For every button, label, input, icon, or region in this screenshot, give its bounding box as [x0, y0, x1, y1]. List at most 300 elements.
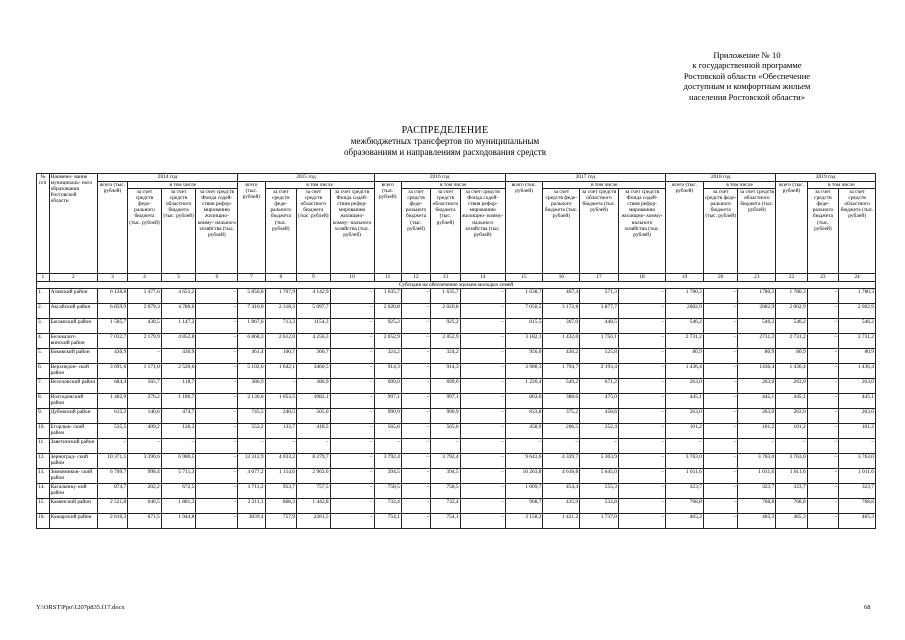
value-cell: –	[618, 379, 665, 394]
value-cell: 1 737,0	[580, 514, 619, 529]
value-cell: –	[703, 454, 738, 469]
row-number: 11.	[37, 439, 50, 454]
value-cell: 1 750,1	[580, 334, 619, 349]
value-cell: 956,0	[505, 349, 543, 364]
column-number-row	[37, 274, 876, 282]
value-cell: –	[807, 439, 838, 454]
table-row	[37, 394, 876, 409]
header-row-incl	[37, 182, 876, 189]
value-cell: 552,2	[238, 424, 265, 439]
value-cell: 914,3	[374, 364, 401, 379]
value-cell: –	[196, 454, 238, 469]
value-cell: –	[401, 289, 430, 304]
value-cell: –	[703, 394, 738, 409]
value-cell: 672,5	[161, 484, 196, 499]
header-fed: за счет средств феде- рального бюджета (тыс. рублей)	[703, 189, 738, 274]
value-cell: 101,2	[839, 424, 876, 439]
value-cell: 1 780,3	[666, 289, 704, 304]
value-cell: 3 172,8	[543, 304, 580, 319]
value-cell: 6 128,8	[97, 289, 127, 304]
row-number: 13.	[37, 469, 50, 484]
value-cell: 4 142,9	[297, 289, 331, 304]
value-cell: –	[807, 319, 838, 334]
value-cell: –	[703, 334, 738, 349]
header-total: всего (тыс. рублей)	[97, 182, 127, 274]
value-cell: 4 077,2	[238, 469, 265, 484]
value-cell: 465,3	[839, 514, 876, 529]
value-cell: 1 635,7	[374, 289, 401, 304]
value-cell: –	[460, 364, 505, 379]
value-cell: –	[401, 484, 430, 499]
column-number: 18	[618, 274, 665, 282]
value-cell: –	[401, 469, 430, 484]
value-cell: –	[401, 394, 430, 409]
column-number: 6	[196, 274, 238, 282]
value-cell: –	[401, 364, 430, 379]
value-cell: 757,5	[297, 484, 331, 499]
value-cell: 684,4	[97, 379, 127, 394]
value-cell: 535,5	[97, 424, 127, 439]
value-cell: –	[807, 409, 838, 424]
value-cell: –	[703, 424, 738, 439]
value-cell: 2 052,9	[431, 334, 460, 349]
value-cell: –	[265, 379, 296, 394]
value-cell: –	[543, 439, 580, 454]
value-cell: 1 585,7	[97, 319, 127, 334]
value-cell: 323,7	[839, 484, 876, 499]
value-cell: –	[839, 439, 876, 454]
value-cell: 323,7	[738, 484, 776, 499]
value-cell: 2 193,4	[580, 364, 619, 379]
value-cell: 324,2	[374, 349, 401, 364]
value-cell: –	[196, 349, 238, 364]
value-cell: 2281,5	[297, 514, 331, 529]
value-cell: 1 011,6	[738, 469, 776, 484]
header-row-sources	[37, 189, 876, 274]
value-cell: 430,2	[543, 349, 580, 364]
row-number: 6.	[37, 364, 50, 379]
table-row	[37, 319, 876, 334]
value-cell: 1 038,7	[505, 289, 543, 304]
district-name: Заветинский район	[49, 439, 97, 454]
column-number: 14	[460, 274, 505, 282]
value-cell: –	[460, 499, 505, 514]
value-cell: –	[330, 484, 374, 499]
value-cell: –	[330, 364, 374, 379]
value-cell: –	[196, 499, 238, 514]
header-obl: за счет средств областного бюджета (тыс. рублей)	[738, 189, 776, 274]
value-cell: –	[618, 499, 665, 514]
table-row	[37, 304, 876, 319]
value-cell: 1 436,4	[776, 364, 807, 379]
header-row-years	[37, 174, 876, 182]
value-cell: 615,3	[97, 409, 127, 424]
value-cell: –	[330, 469, 374, 484]
value-cell: 925,2	[374, 319, 401, 334]
value-cell: 1 011,6	[776, 469, 807, 484]
header-obl: за счет средств областного бюджета (тыс. рублей)	[297, 189, 331, 274]
value-cell: 3 763,0	[738, 454, 776, 469]
value-cell: –	[401, 349, 430, 364]
row-number: 14.	[37, 484, 50, 499]
header-total: всего (тыс. рублей)	[238, 182, 265, 274]
value-cell: 2002,9	[666, 304, 704, 319]
value-cell: 2 962,6	[297, 469, 331, 484]
header-incl: в том числе	[543, 182, 666, 189]
value-cell: 1 780,3	[776, 289, 807, 304]
value-cell: 768,8	[776, 499, 807, 514]
value-cell: 699,0	[374, 379, 401, 394]
table-row	[37, 514, 876, 529]
value-cell: 4 780,6	[161, 304, 196, 319]
title-heading: РАСПРЕДЕЛЕНИЕ	[401, 125, 489, 136]
row-number: 1.	[37, 289, 50, 304]
row-number: 2.	[37, 304, 50, 319]
value-cell: 3 182,1	[505, 334, 543, 349]
value-cell: –	[330, 424, 374, 439]
header-fund: за счет средств Фонда содей- ствия рефор- мированию жилищно- комму- нального хозяйства (тыс. рублей)	[460, 189, 505, 274]
value-cell: –	[330, 289, 374, 304]
value-cell: –	[666, 439, 704, 454]
value-cell: –	[807, 424, 838, 439]
header-obl: за счет средств областного бюджета (тыс. рублей)	[161, 189, 196, 274]
value-cell: –	[196, 304, 238, 319]
value-cell: –	[401, 319, 430, 334]
header-incl: в том числе	[265, 182, 374, 189]
value-cell: –	[807, 514, 838, 529]
value-cell: 1 421,2	[543, 514, 580, 529]
value-cell: 968,7	[505, 499, 543, 514]
value-cell: 2 020,8	[431, 304, 460, 319]
value-cell: 386,9	[238, 379, 265, 394]
header-total: всего (тыс. рублей)	[776, 182, 807, 274]
value-cell: 263,0	[738, 409, 776, 424]
value-cell: –	[330, 379, 374, 394]
value-cell: 436,9	[161, 349, 196, 364]
value-cell: –	[618, 364, 665, 379]
value-cell: 367,0	[543, 319, 580, 334]
header-year: 2018 год	[666, 174, 776, 182]
district-name: Кашарский район	[49, 514, 97, 529]
column-number: 3	[97, 274, 127, 282]
value-cell: 7 032,7	[97, 334, 127, 349]
row-number: 9.	[37, 409, 50, 424]
value-cell: 323,7	[776, 484, 807, 499]
row-number: 16.	[37, 514, 50, 529]
value-cell: 240,5	[265, 409, 296, 424]
value-cell: –	[128, 349, 162, 364]
value-cell: 914,3	[431, 364, 460, 379]
column-number: 13	[431, 274, 460, 282]
district-name: Верхнедон- ской район	[49, 364, 97, 379]
value-cell: –	[776, 439, 807, 454]
value-cell: 4 852,8	[161, 334, 196, 349]
value-cell: 863,6	[505, 394, 543, 409]
column-number: 24	[839, 274, 876, 282]
value-cell: 2 079,3	[128, 304, 162, 319]
value-cell: –	[431, 439, 460, 454]
district-name: Егорлык- ский район	[49, 424, 97, 439]
value-cell: 4 651,2	[161, 289, 196, 304]
table-row	[37, 424, 876, 439]
header-obl: за счет средств областного бюджета (тыс. рублей)	[839, 189, 876, 274]
value-cell: –	[618, 484, 665, 499]
document-title	[300, 125, 590, 158]
value-cell: –	[460, 514, 505, 529]
value-cell: 1 053,5	[265, 394, 296, 409]
value-cell: –	[807, 454, 838, 469]
value-cell: 80,9	[738, 349, 776, 364]
value-cell: –	[330, 394, 374, 409]
value-cell: 263,0	[666, 409, 704, 424]
value-cell: 3 763,0	[839, 454, 876, 469]
value-cell: 458,6	[580, 409, 619, 424]
value-cell: 2 521,8	[97, 499, 127, 514]
value-cell: 4 033,2	[265, 454, 296, 469]
value-cell: 6 709,7	[97, 469, 127, 484]
value-cell: –	[460, 289, 505, 304]
value-cell: 445,1	[738, 394, 776, 409]
row-number: 5.	[37, 349, 50, 364]
value-cell: 409,2	[128, 424, 162, 439]
value-cell: 998,4	[128, 469, 162, 484]
value-cell: 4 339,7	[543, 454, 580, 469]
row-number: 8.	[37, 394, 50, 409]
section-band: Субсидия на обеспечение жильем молодых семей	[37, 282, 876, 289]
value-cell: 1 220,4	[505, 379, 543, 394]
value-cell: –	[618, 289, 665, 304]
value-cell: 276,2	[128, 394, 162, 409]
value-cell: 546,2	[738, 319, 776, 334]
table-row	[37, 289, 876, 304]
value-cell: 3 792,4	[374, 454, 401, 469]
value-cell: 555,3	[580, 484, 619, 499]
column-number: 22	[776, 274, 807, 282]
value-cell: –	[330, 319, 374, 334]
district-name: Кагальниц- кий район	[49, 484, 97, 499]
value-cell: 699,0	[431, 379, 460, 394]
value-cell: 8 279,7	[297, 454, 331, 469]
value-cell: 394,5	[374, 469, 401, 484]
value-cell: 9 643,6	[505, 454, 543, 469]
section-band-row	[37, 282, 876, 289]
column-number: 9	[297, 274, 331, 282]
value-cell: –	[703, 289, 738, 304]
value-cell: 3 792,4	[431, 454, 460, 469]
value-cell: –	[703, 379, 738, 394]
value-cell: –	[330, 514, 374, 529]
table-row	[37, 349, 876, 364]
value-cell: 997,1	[374, 394, 401, 409]
value-cell: 7 416,0	[238, 304, 265, 319]
value-cell: –	[460, 424, 505, 439]
value-cell: 202,2	[128, 484, 162, 499]
value-cell: 1 707,9	[265, 289, 296, 304]
value-cell: 1082,1	[297, 394, 331, 409]
value-cell: 133,7	[265, 424, 296, 439]
value-cell: 6 859,9	[97, 304, 127, 319]
value-cell: –	[161, 439, 196, 454]
value-cell: 436,9	[97, 349, 127, 364]
value-cell: 3460,5	[297, 364, 331, 379]
value-cell: 3 158,2	[505, 514, 543, 529]
value-cell: 754,1	[431, 514, 460, 529]
value-cell: –	[703, 364, 738, 379]
value-cell: 565,7	[128, 379, 162, 394]
value-cell: 997,1	[431, 394, 460, 409]
value-cell: –	[196, 379, 238, 394]
row-number: 4.	[37, 334, 50, 349]
value-cell: 2 002,9	[776, 304, 807, 319]
value-cell: –	[807, 364, 838, 379]
value-cell: –	[196, 484, 238, 499]
header-name: Наимено- вание муниципаль- ного образования Ростовской области	[49, 174, 97, 274]
value-cell: –	[401, 334, 430, 349]
value-cell: 454,4	[543, 484, 580, 499]
value-cell: 505,0	[297, 409, 331, 424]
appendix-block	[604, 50, 890, 102]
value-cell: –	[618, 454, 665, 469]
title-line: образованиям и направлениям расходования средств	[344, 147, 546, 157]
district-name: Дубовский район	[49, 409, 97, 424]
value-cell: 549,2	[543, 379, 580, 394]
appendix-line: населения Ростовской области»	[688, 91, 805, 102]
value-cell: 525,8	[580, 349, 619, 364]
value-cell: –	[401, 499, 430, 514]
value-cell: –	[618, 319, 665, 334]
value-cell: 640,5	[128, 499, 162, 514]
value-cell: 546,2	[839, 319, 876, 334]
value-cell: 833,8	[505, 409, 543, 424]
value-cell: 386,9	[297, 379, 331, 394]
value-cell: 1 780,3	[839, 289, 876, 304]
value-cell: –	[807, 289, 838, 304]
value-cell: 388,6	[543, 394, 580, 409]
column-number: 1	[37, 274, 50, 282]
value-cell: –	[460, 439, 505, 454]
value-cell: –	[460, 394, 505, 409]
value-cell: –	[703, 409, 738, 424]
value-cell: 571,3	[580, 289, 619, 304]
value-cell: –	[807, 394, 838, 409]
value-cell: –	[330, 304, 374, 319]
value-cell: –	[807, 334, 838, 349]
value-cell: –	[618, 424, 665, 439]
value-cell: 10 371,1	[97, 454, 127, 469]
value-cell: –	[807, 349, 838, 364]
value-cell: 435,9	[543, 499, 580, 514]
value-cell: 5 102,6	[238, 364, 265, 379]
footer-page-number: 68	[864, 604, 871, 611]
value-cell: 465,3	[776, 514, 807, 529]
value-cell: 671,2	[580, 379, 619, 394]
value-cell: –	[460, 334, 505, 349]
value-cell: 6 980,5	[161, 454, 196, 469]
value-cell: 2 731,2	[666, 334, 704, 349]
value-cell: –	[196, 319, 238, 334]
appendix-line: доступным и комфортным жильем	[683, 81, 811, 92]
value-cell: –	[196, 394, 238, 409]
value-cell: –	[460, 379, 505, 394]
value-cell: 5 303,9	[580, 454, 619, 469]
value-cell: 1 944,8	[161, 514, 196, 529]
value-cell: 458,9	[505, 424, 543, 439]
table-row	[37, 334, 876, 349]
header-fed: за счет средств феде- рального бюджета (тыс. рублей)	[807, 189, 838, 274]
value-cell: 5 850,8	[238, 289, 265, 304]
value-cell: 80,9	[839, 349, 876, 364]
value-cell: 1 477,6	[128, 289, 162, 304]
value-cell: –	[618, 334, 665, 349]
header-year: 2017 год	[505, 174, 665, 182]
value-cell: –	[807, 304, 838, 319]
value-cell: –	[374, 439, 401, 454]
value-cell: 263,0	[776, 409, 807, 424]
header-total: всего (тыс. рублей)	[666, 182, 704, 274]
value-cell: 263,0	[839, 379, 876, 394]
value-cell: 140,6	[128, 409, 162, 424]
value-cell: –	[703, 484, 738, 499]
value-cell: 1 794,7	[543, 364, 580, 379]
value-cell: 1 642,1	[265, 364, 296, 379]
value-cell: 868,3	[265, 499, 296, 514]
value-cell: 438,5	[128, 319, 162, 334]
value-cell: 4 256,3	[297, 334, 331, 349]
value-cell: –	[618, 394, 665, 409]
value-cell: 713,3	[265, 319, 296, 334]
header-incl: в том числе	[807, 182, 875, 189]
value-cell: 418,5	[297, 424, 331, 439]
column-number: 20	[703, 274, 738, 282]
header-fed: за счет средств феде- рального бюджета (тыс. рублей)	[401, 189, 430, 274]
value-cell: –	[703, 514, 738, 529]
value-cell: 1 147,2	[161, 319, 196, 334]
value-cell: 2 052,9	[374, 334, 401, 349]
value-cell: –	[738, 439, 776, 454]
value-cell: 2002,9	[738, 304, 776, 319]
value-cell: –	[238, 439, 265, 454]
value-cell: –	[196, 289, 238, 304]
value-cell: 475,0	[580, 394, 619, 409]
value-cell: 3039,4	[238, 514, 265, 529]
value-cell: 263,0	[839, 409, 876, 424]
value-cell: 754,1	[374, 514, 401, 529]
appendix-line: к государственной программе	[692, 60, 802, 71]
value-cell: 815,5	[505, 319, 543, 334]
header-total: всего (тыс. рублей)	[505, 182, 543, 274]
value-cell: –	[505, 439, 543, 454]
value-cell: 2731,2	[738, 334, 776, 349]
value-cell: 465,3	[666, 514, 704, 529]
value-cell: –	[618, 514, 665, 529]
value-cell: 2 318,3	[265, 304, 296, 319]
value-cell: –	[297, 439, 331, 454]
value-cell: 1 011,6	[666, 469, 704, 484]
header-year: 2014 год	[97, 174, 237, 182]
value-cell: –	[618, 304, 665, 319]
value-cell: 324,2	[431, 349, 460, 364]
value-cell: 360,7	[297, 349, 331, 364]
column-number: 23	[807, 274, 838, 282]
value-cell: 757,9	[265, 514, 296, 529]
value-cell: 445,1	[839, 394, 876, 409]
value-cell: –	[401, 304, 430, 319]
header-fed: за счет средств феде- рального бюджета (тыс. рублей)	[265, 189, 296, 274]
value-cell: 467,4	[543, 289, 580, 304]
value-cell: 101,2	[738, 424, 776, 439]
value-cell: 3 763,0	[666, 454, 704, 469]
table-row	[37, 469, 876, 484]
